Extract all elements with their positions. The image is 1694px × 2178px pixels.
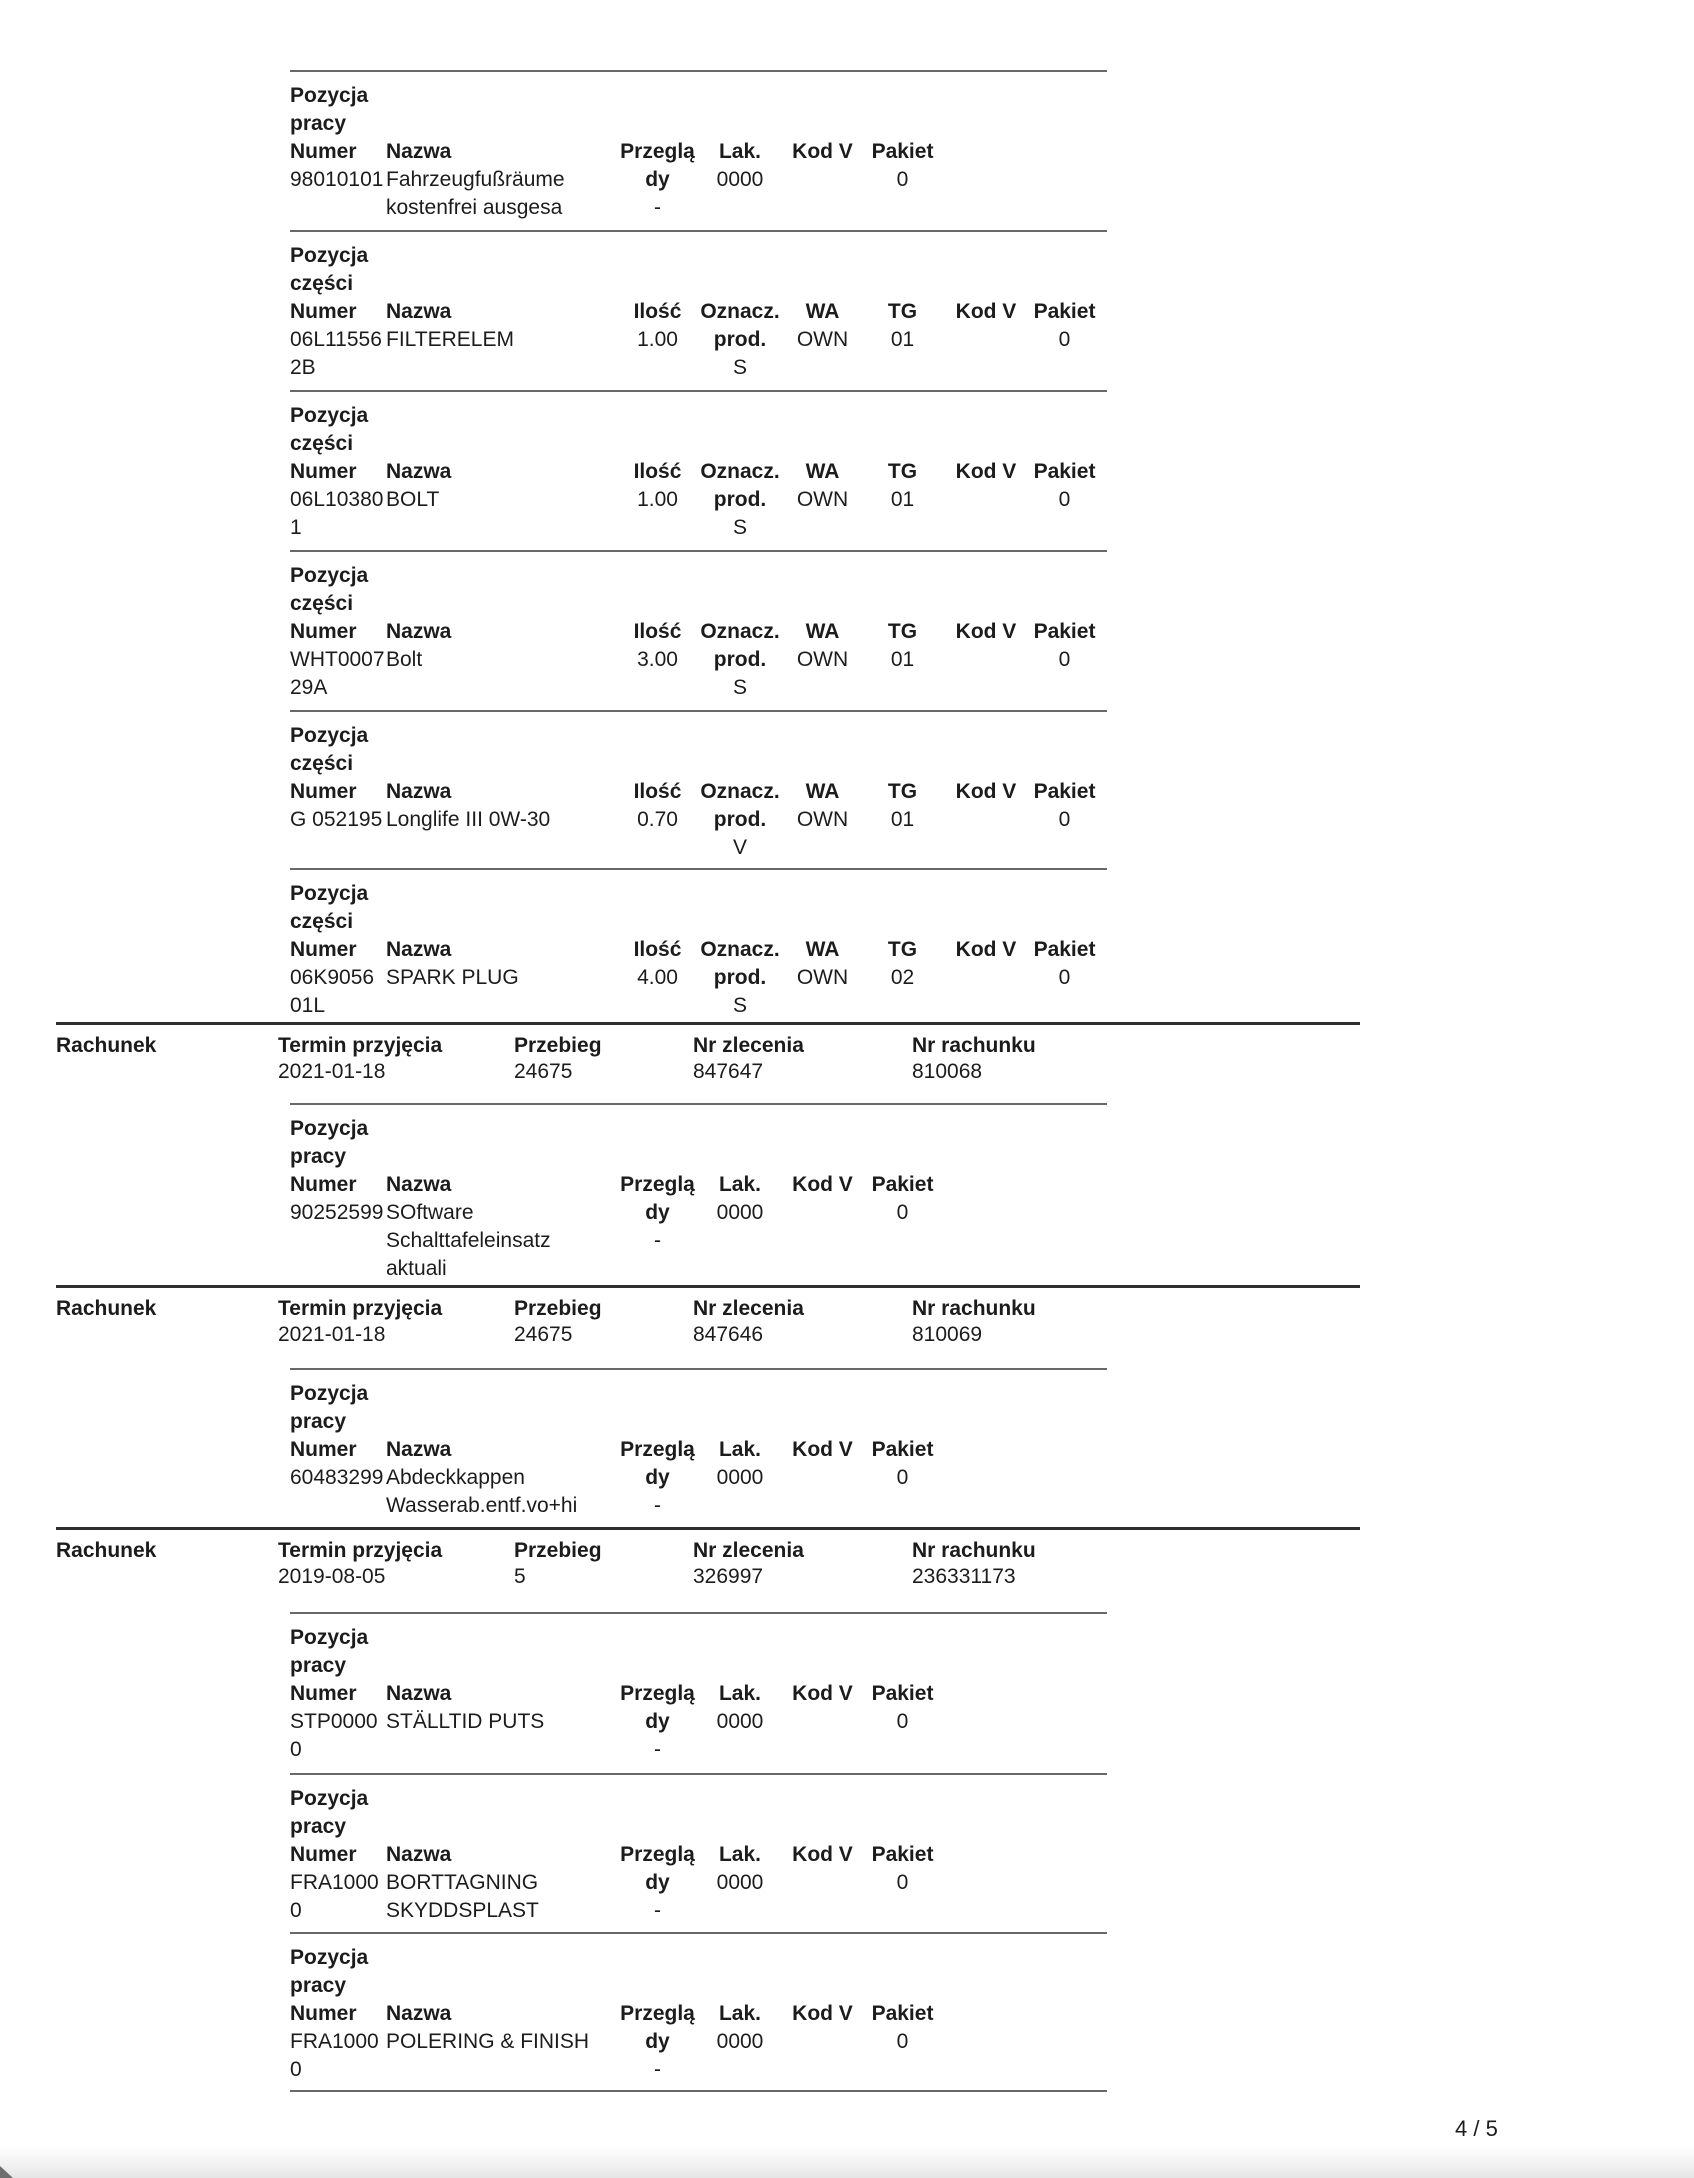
work-name-2 xyxy=(386,2056,625,2084)
col-oznacz-1: Oznacz. xyxy=(700,780,780,803)
col-termin: Termin przyjęcia xyxy=(278,1539,443,1562)
col-tg: TG xyxy=(887,300,918,323)
col-nazwa: Nazwa xyxy=(386,620,452,643)
section-title-line2: części xyxy=(290,592,354,615)
part-oznacz-prod: S xyxy=(732,356,747,379)
section-title-line1: Pozycja xyxy=(290,404,369,427)
part-number-2: 01L xyxy=(290,994,326,1017)
column-header-row xyxy=(290,618,1107,646)
invoice-termin: 2019-08-05 xyxy=(278,1565,386,1588)
invoice-nr-rachunku: 236331173 xyxy=(912,1565,1016,1588)
part-pakiet: 0 xyxy=(1058,808,1071,831)
invoice-przebieg: 5 xyxy=(514,1565,526,1588)
col-pakiet: Pakiet xyxy=(871,1843,934,1866)
col-numer: Numer xyxy=(290,780,357,803)
work-pakiet: 0 xyxy=(896,1871,909,1894)
col-nazwa: Nazwa xyxy=(386,140,452,163)
parts-item-block xyxy=(290,230,1107,382)
invoice-nr-rachunku: 810068 xyxy=(912,1060,983,1083)
section-title-line2: części xyxy=(290,432,354,455)
part-tg: 01 xyxy=(890,648,915,671)
invoice-przebieg: 24675 xyxy=(514,1323,573,1346)
table-row xyxy=(290,1199,1107,1227)
table-row xyxy=(290,2028,1107,2056)
work-name: Abdeckkappen xyxy=(386,1466,525,1489)
col-oznacz-1: Oznacz. xyxy=(700,300,780,323)
section-title-line2: pracy xyxy=(290,1815,347,1838)
work-name-2: SKYDDSPLAST xyxy=(386,1899,539,1922)
work-przeglady: - xyxy=(654,1494,661,1517)
part-number-2: 1 xyxy=(290,516,302,539)
col-wa: WA xyxy=(805,460,840,483)
table-row xyxy=(290,354,1107,382)
col-tg: TG xyxy=(887,938,918,961)
invoice-value-row xyxy=(56,1322,1360,1348)
col-tg: TG xyxy=(887,780,918,803)
col-kod-v: Kod V xyxy=(792,2002,853,2025)
col-przeglady-1: Przeglą xyxy=(620,1438,695,1461)
col-oznacz-1: Oznacz. xyxy=(700,938,780,961)
parts-item-block xyxy=(290,868,1107,1020)
part-wa: OWN xyxy=(796,328,849,351)
invoice-nr-zlecenia: 847646 xyxy=(693,1323,764,1346)
work-name: POLERING & FINISH xyxy=(386,2030,590,2053)
work-lak: 0000 xyxy=(716,168,764,191)
invoice-nr-zlecenia: 326997 xyxy=(693,1565,764,1588)
work-lak: 0000 xyxy=(716,1710,764,1733)
work-name-2: kostenfrei ausgesa xyxy=(386,196,563,219)
work-number: 98010101 xyxy=(290,168,384,191)
col-nazwa: Nazwa xyxy=(386,2002,452,2025)
table-row xyxy=(290,514,1107,542)
col-wa: WA xyxy=(805,300,840,323)
col-termin: Termin przyjęcia xyxy=(278,1034,443,1057)
work-name-3: aktuali xyxy=(386,1257,447,1280)
section-title-line1: Pozycja xyxy=(290,1787,369,1810)
section-title-line1: Pozycja xyxy=(290,84,369,107)
col-nr-zlecenia: Nr zlecenia xyxy=(693,1539,804,1562)
section-title-line2: pracy xyxy=(290,1410,347,1433)
col-nazwa: Nazwa xyxy=(386,780,452,803)
table-row xyxy=(290,964,1107,992)
col-przeglady-1: Przeglą xyxy=(620,2002,695,2025)
column-header-row xyxy=(290,298,1107,326)
part-oznacz-prod: S xyxy=(732,516,747,539)
col-oznacz-2: prod. xyxy=(713,808,767,831)
table-row xyxy=(290,1897,1107,1925)
col-ilosc: Ilość xyxy=(633,300,682,323)
col-nr-rachunku: Nr rachunku xyxy=(912,1539,1036,1562)
invoice-nr-zlecenia: 847647 xyxy=(693,1060,764,1083)
work-przeglady: - xyxy=(654,1229,661,1252)
work-item-block xyxy=(290,70,1107,222)
part-pakiet: 0 xyxy=(1058,328,1071,351)
col-przeglady-1: Przeglą xyxy=(620,1682,695,1705)
work-pakiet: 0 xyxy=(896,1466,909,1489)
section-title-line2: pracy xyxy=(290,1654,347,1677)
col-lak: Lak. xyxy=(718,1173,762,1196)
part-wa: OWN xyxy=(796,966,849,989)
col-numer: Numer xyxy=(290,1682,357,1705)
col-ilosc: Ilość xyxy=(633,460,682,483)
table-row xyxy=(290,1869,1107,1897)
part-qty: 1.00 xyxy=(637,488,678,511)
section-title-line2: pracy xyxy=(290,1145,347,1168)
part-number: 06K9056 xyxy=(290,966,375,989)
column-header-row xyxy=(290,1841,1107,1869)
part-oznacz-prod: S xyxy=(732,676,747,699)
invoice-termin: 2021-01-18 xyxy=(278,1060,386,1083)
table-row xyxy=(290,486,1107,514)
invoice-label: Rachunek xyxy=(56,1539,157,1562)
col-przeglady-2: dy xyxy=(645,1466,670,1489)
col-nr-rachunku: Nr rachunku xyxy=(912,1297,1036,1320)
col-wa: WA xyxy=(805,938,840,961)
part-number-2 xyxy=(290,834,386,862)
table-row xyxy=(290,1464,1107,1492)
section-title-line1: Pozycja xyxy=(290,244,369,267)
col-numer: Numer xyxy=(290,620,357,643)
work-przeglady: - xyxy=(654,196,661,219)
col-numer: Numer xyxy=(290,1843,357,1866)
col-pakiet: Pakiet xyxy=(871,1173,934,1196)
column-header-row xyxy=(290,1171,1107,1199)
col-lak: Lak. xyxy=(718,1438,762,1461)
col-nr-zlecenia: Nr zlecenia xyxy=(693,1297,804,1320)
work-lak: 0000 xyxy=(716,1466,764,1489)
col-pakiet: Pakiet xyxy=(871,1682,934,1705)
col-nazwa: Nazwa xyxy=(386,300,452,323)
part-number: G 052195 xyxy=(290,808,383,831)
section-title-line1: Pozycja xyxy=(290,1382,369,1405)
col-przebieg: Przebieg xyxy=(514,1034,602,1057)
work-number: STP0000 xyxy=(290,1710,378,1733)
parts-item-block xyxy=(290,710,1107,862)
section-title-line2: części xyxy=(290,272,354,295)
col-przeglady-1: Przeglą xyxy=(620,140,695,163)
parts-item-block xyxy=(290,550,1107,702)
col-przeglady-1: Przeglą xyxy=(620,1173,695,1196)
table-row xyxy=(290,1708,1107,1736)
part-wa: OWN xyxy=(796,648,849,671)
col-kod-v: Kod V xyxy=(792,1438,853,1461)
work-pakiet: 0 xyxy=(896,168,909,191)
col-nazwa: Nazwa xyxy=(386,1173,452,1196)
part-name: BOLT xyxy=(386,488,440,511)
parts-item-block xyxy=(290,390,1107,542)
col-przeglady-2: dy xyxy=(645,1871,670,1894)
invoice-row xyxy=(56,1285,1360,1348)
col-kod-v: Kod V xyxy=(955,938,1017,961)
col-pakiet: Pakiet xyxy=(871,2002,934,2025)
col-nazwa: Nazwa xyxy=(386,1682,452,1705)
col-kod-v: Kod V xyxy=(955,460,1017,483)
col-pakiet: Pakiet xyxy=(871,140,934,163)
section-title-line1: Pozycja xyxy=(290,1117,369,1140)
part-number: WHT0007 xyxy=(290,648,385,671)
col-numer: Numer xyxy=(290,1173,357,1196)
invoice-przebieg: 24675 xyxy=(514,1060,573,1083)
col-kod-v: Kod V xyxy=(792,1843,853,1866)
work-przeglady: - xyxy=(654,2058,661,2081)
col-lak: Lak. xyxy=(718,1682,762,1705)
work-lak: 0000 xyxy=(716,1871,764,1894)
col-przebieg: Przebieg xyxy=(514,1297,602,1320)
part-tg: 02 xyxy=(890,966,915,989)
col-kod-v: Kod V xyxy=(955,620,1017,643)
section-title-line1: Pozycja xyxy=(290,564,369,587)
section-title-line2: części xyxy=(290,910,354,933)
part-name: Longlife III 0W-30 xyxy=(386,808,551,831)
section-title-line1: Pozycja xyxy=(290,1946,369,1969)
table-row xyxy=(290,2056,1107,2084)
col-kod-v: Kod V xyxy=(792,140,853,163)
col-oznacz-2: prod. xyxy=(713,966,767,989)
work-pakiet: 0 xyxy=(896,2030,909,2053)
column-header-row xyxy=(290,936,1107,964)
col-przeglady-2: dy xyxy=(645,2030,670,2053)
work-number-2 xyxy=(290,1227,386,1255)
col-lak: Lak. xyxy=(718,2002,762,2025)
invoice-termin: 2021-01-18 xyxy=(278,1323,386,1346)
work-lak: 0000 xyxy=(716,2030,764,2053)
col-oznacz-2: prod. xyxy=(713,488,767,511)
col-przeglady-2: dy xyxy=(645,1201,670,1224)
part-number: 06L10380 xyxy=(290,488,384,511)
col-lak: Lak. xyxy=(718,140,762,163)
col-ilosc: Ilość xyxy=(633,620,682,643)
col-przebieg: Przebieg xyxy=(514,1539,602,1562)
work-name-2: Wasserab.entf.vo+hi xyxy=(386,1494,578,1517)
col-numer: Numer xyxy=(290,300,357,323)
part-number-2: 2B xyxy=(290,356,316,379)
invoice-label: Rachunek xyxy=(56,1034,157,1057)
part-tg: 01 xyxy=(890,808,915,831)
work-name: Fahrzeugfußräume xyxy=(386,168,565,191)
table-row xyxy=(290,834,1107,862)
col-nr-rachunku: Nr rachunku xyxy=(912,1034,1036,1057)
col-nazwa: Nazwa xyxy=(386,938,452,961)
work-item-block xyxy=(290,1773,1107,1925)
work-number-2: 0 xyxy=(290,1899,302,1922)
col-nr-zlecenia: Nr zlecenia xyxy=(693,1034,804,1057)
col-nazwa: Nazwa xyxy=(386,1438,452,1461)
section-title-line1: Pozycja xyxy=(290,724,369,747)
part-oznacz-prod: V xyxy=(732,836,747,859)
part-number-2: 29A xyxy=(290,676,328,699)
section-title-line2: pracy xyxy=(290,1974,347,1997)
work-name-2: Schalttafeleinsatz xyxy=(386,1229,551,1252)
col-pakiet: Pakiet xyxy=(1033,938,1096,961)
table-row xyxy=(290,166,1107,194)
work-przeglady: - xyxy=(654,1738,661,1761)
part-pakiet: 0 xyxy=(1058,488,1071,511)
part-number: 06L11556 xyxy=(290,328,382,351)
part-qty: 3.00 xyxy=(637,648,678,671)
work-item-block xyxy=(290,1932,1107,2084)
col-kod-v: Kod V xyxy=(792,1173,853,1196)
work-przeglady: - xyxy=(654,1899,661,1922)
col-nazwa: Nazwa xyxy=(386,1843,452,1866)
work-name: BORTTAGNING xyxy=(386,1871,539,1894)
col-oznacz-2: prod. xyxy=(713,328,767,351)
work-pakiet: 0 xyxy=(896,1710,909,1733)
part-name: Bolt xyxy=(386,648,423,671)
col-numer: Numer xyxy=(290,140,357,163)
invoice-header-row xyxy=(56,1538,1360,1564)
part-pakiet: 0 xyxy=(1058,966,1071,989)
part-name: SPARK PLUG xyxy=(386,966,519,989)
col-nazwa: Nazwa xyxy=(386,460,452,483)
part-qty: 1.00 xyxy=(637,328,678,351)
part-wa: OWN xyxy=(796,488,849,511)
column-header-row xyxy=(290,778,1107,806)
col-lak: Lak. xyxy=(718,1843,762,1866)
col-przeglady-2: dy xyxy=(645,168,670,191)
part-qty: 0.70 xyxy=(637,808,678,831)
table-row xyxy=(290,1227,1107,1255)
table-row xyxy=(290,326,1107,354)
work-number: FRA1000 xyxy=(290,2030,379,2053)
part-name: FILTERELEM xyxy=(386,328,514,351)
section-title-line2: pracy xyxy=(290,112,347,135)
col-pakiet: Pakiet xyxy=(1033,460,1096,483)
column-header-row xyxy=(290,458,1107,486)
col-tg: TG xyxy=(887,460,918,483)
invoice-value-row xyxy=(56,1564,1360,1590)
page-edge-shadow xyxy=(0,2146,1694,2178)
table-row xyxy=(290,1492,1107,1520)
work-number: 60483299 xyxy=(290,1466,384,1489)
table-row xyxy=(290,1736,1107,1764)
col-pakiet: Pakiet xyxy=(1033,780,1096,803)
column-header-row xyxy=(290,1680,1107,1708)
table-row xyxy=(290,194,1107,222)
col-pakiet: Pakiet xyxy=(871,1438,934,1461)
col-kod-v: Kod V xyxy=(792,1682,853,1705)
table-row xyxy=(290,1255,1107,1283)
part-tg: 01 xyxy=(890,488,915,511)
column-header-row xyxy=(290,1436,1107,1464)
invoice-value-row xyxy=(56,1059,1360,1085)
col-numer: Numer xyxy=(290,938,357,961)
col-numer: Numer xyxy=(290,460,357,483)
work-pakiet: 0 xyxy=(896,1201,909,1224)
col-ilosc: Ilość xyxy=(633,938,682,961)
col-oznacz-1: Oznacz. xyxy=(700,460,780,483)
section-title-line1: Pozycja xyxy=(290,1626,369,1649)
invoice-nr-rachunku: 810069 xyxy=(912,1323,983,1346)
col-kod-v: Kod V xyxy=(955,780,1017,803)
col-tg: TG xyxy=(887,620,918,643)
table-row xyxy=(290,646,1107,674)
part-pakiet: 0 xyxy=(1058,648,1071,671)
part-qty: 4.00 xyxy=(637,966,678,989)
work-item-block xyxy=(290,1612,1107,1764)
work-item-block xyxy=(290,1103,1107,1283)
col-wa: WA xyxy=(805,620,840,643)
column-header-row xyxy=(290,138,1107,166)
table-row xyxy=(290,806,1107,834)
work-number-2: 0 xyxy=(290,1738,302,1761)
col-wa: WA xyxy=(805,780,840,803)
work-number-2: 0 xyxy=(290,2058,302,2081)
work-number-2 xyxy=(290,1492,386,1520)
work-name: STÄLLTID PUTS xyxy=(386,1710,545,1733)
section-title-line2: części xyxy=(290,752,354,775)
col-oznacz-1: Oznacz. xyxy=(700,620,780,643)
invoice-header-row xyxy=(56,1296,1360,1322)
invoice-label: Rachunek xyxy=(56,1297,157,1320)
work-number: 90252599 xyxy=(290,1201,384,1224)
page-number: 4 / 5 xyxy=(1455,2116,1498,2141)
work-number-2 xyxy=(290,194,386,222)
work-name-2 xyxy=(386,1736,625,1764)
col-numer: Numer xyxy=(290,2002,357,2025)
invoice-row xyxy=(56,1527,1360,1590)
table-row xyxy=(290,992,1107,1020)
part-tg: 01 xyxy=(890,328,915,351)
col-przeglady-2: dy xyxy=(645,1710,670,1733)
col-oznacz-2: prod. xyxy=(713,648,767,671)
part-oznacz-prod: S xyxy=(732,994,747,1017)
col-ilosc: Ilość xyxy=(633,780,682,803)
work-name: SOftware xyxy=(386,1201,474,1224)
part-wa: OWN xyxy=(796,808,849,831)
column-header-row xyxy=(290,2000,1107,2028)
col-pakiet: Pakiet xyxy=(1033,620,1096,643)
work-item-block xyxy=(290,1368,1107,1520)
invoice-header-row xyxy=(56,1033,1360,1059)
work-number: FRA1000 xyxy=(290,1871,379,1894)
section-title-line1: Pozycja xyxy=(290,882,369,905)
col-numer: Numer xyxy=(290,1438,357,1461)
invoice-row xyxy=(56,1022,1360,1085)
table-row xyxy=(290,674,1107,702)
col-kod-v: Kod V xyxy=(955,300,1017,323)
work-lak: 0000 xyxy=(716,1201,764,1224)
col-przeglady-1: Przeglą xyxy=(620,1843,695,1866)
page-corner-curl xyxy=(0,2166,13,2178)
col-pakiet: Pakiet xyxy=(1033,300,1096,323)
col-termin: Termin przyjęcia xyxy=(278,1297,443,1320)
table-bottom-rule xyxy=(290,2090,1107,2092)
